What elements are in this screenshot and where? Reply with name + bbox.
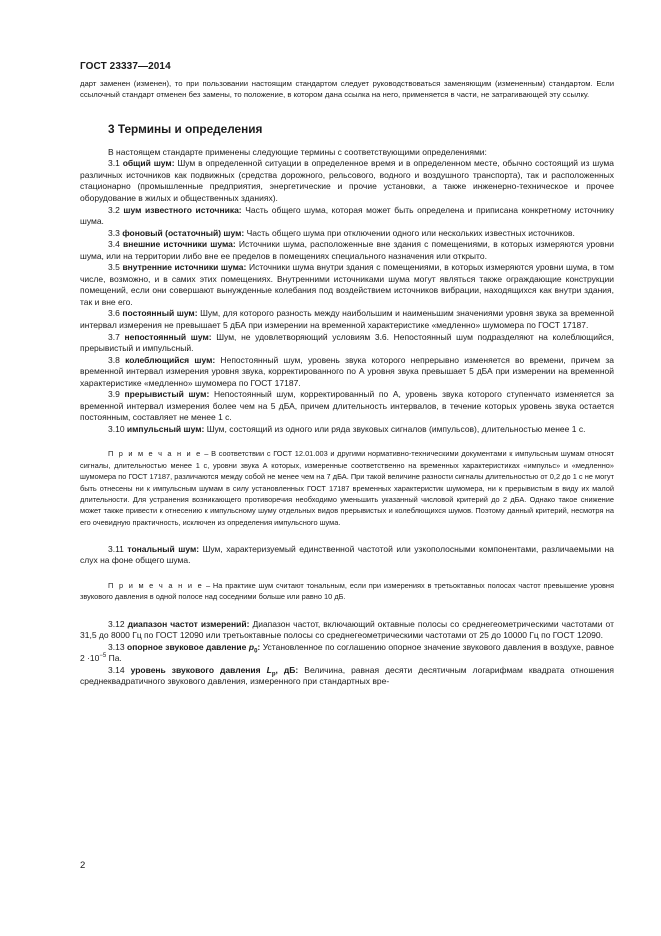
term-name: внутренние источники шума: [122, 262, 247, 273]
term-definition: Шум в определенной ситуации в определенное время и в определенном месте, обычно состоящий из шума различных источников как подвижных (средства дорожного, рельсового, водного и воздушного транспорта), так и расположенных стационарно (промышленные предприятия, энергетические и прочие установки, а также инженерно-техническое и прочее оборудование в жилых и общественных зданиях). [80, 158, 614, 203]
term-3-8 [80, 355, 614, 390]
term-3-3 [80, 228, 614, 240]
term-number: 3.13 [108, 641, 125, 652]
term-number: 3.4 [108, 239, 120, 250]
term-definition: Шум, состоящий из одного или ряда звуковых сигналов (импульсов), длительностью менее 1 с. [206, 423, 586, 434]
term-3-10 [80, 424, 614, 436]
term-definition: Установленное по соглашению опорное значение звукового давления в воздухе, равное 2 ·10 [80, 641, 614, 664]
term-definition: Шум, не удовлетворяющий условиям 3.6. Непостоянный шум подразделяют на колеблющийся, прерывистый и импульсный. [80, 331, 615, 354]
term-definition: Часть общего шума при отключении одного или нескольких известных источников. [246, 227, 575, 238]
term-3-12 [80, 619, 614, 642]
term-name: фоновый (остаточный) шум: [122, 227, 245, 238]
term-name: внешние источники шума: [122, 239, 236, 250]
term-3-2 [80, 205, 614, 228]
term-name: уровень звукового давления $L_p$, дБ: [130, 664, 299, 678]
term-name: шум известного источника: [123, 204, 242, 215]
term-number: 3.3 [108, 227, 120, 238]
note-impulse-noise [80, 448, 614, 527]
section-title: 3 Термины и определения [108, 121, 263, 136]
term-number: 3.9 [108, 389, 120, 400]
term-name: постоянный шум: [122, 308, 198, 319]
term-number: 3.10 [108, 423, 125, 434]
symbol-subscript: 0 [254, 648, 258, 655]
note-text: – В соответствии с ГОСТ 12.01.003 и другими нормативно-техническими документами к импульсным шумам относят сигналы, длительностью менее 1 с, уровни звука А которых, измеренные соответственно на временных характеристиках «импульс» и «медленно» шумомера по ГОСТ 17187, различаются между собой не менее чем на 7 дБА. При такой величине разности сигналы длительностью от 0,2 до 1 с не могут быть отнесены ни к импульсным шумам в силу установленных ГОСТ 17187 временных характеристик шумомера, ни к прерывистым в виду их малой длительности. Для устранения возникающего противоречия необходимо уменьшить указанный числовой критерий до 2 дБА. Однако такое снижение может также привести к отнесению к импульсному шуму отдельных видов прерывистых и колеблющихся шумов. Поэтому данный критерий, несмотря на его очевидную практичность, исключен из определения импульсного шума. [80, 449, 614, 527]
term-3-5 [80, 262, 614, 308]
page-content [80, 78, 614, 688]
term-definition: Часть общего шума, которая может быть определена и приписана конкретному источнику шума. [80, 204, 614, 227]
term-3-11 [80, 544, 614, 567]
term-definition: Величина, равная десяти десятичным логарифмам квадрата отношения среднеквадратичного звукового давления, измеренного при стандартных вре- [80, 664, 614, 687]
term-number: 3.6 [108, 308, 120, 319]
term-name: диапазон частот измерений: [127, 618, 250, 629]
term-number: 3.14 [108, 664, 125, 675]
term-3-7 [80, 332, 614, 355]
term-3-6 [80, 308, 614, 331]
term-number: 3.7 [108, 331, 120, 342]
note-label: П р и м е ч а н и е [108, 580, 204, 590]
term-name: общий шум: [122, 158, 175, 169]
page-number: 2 [80, 860, 86, 871]
term-name: непостоянный шум: [124, 331, 212, 342]
term-number: 3.1 [108, 158, 120, 169]
symbol-L: L [266, 664, 272, 675]
term-3-14 [80, 665, 614, 688]
symbol-p: p [248, 641, 255, 652]
note-text: – На практике шум считают тональным, если при измерениях в третьоктавных полосах частот превышение уровня звукового давления в одной полосе над соседними больше или равно 10 дБ. [80, 580, 614, 602]
term-number: 3.8 [108, 354, 120, 365]
symbol-subscript: p [271, 671, 276, 678]
term-name: тональный шум: [127, 543, 200, 554]
intro-paragraph: дарт заменен (изменен), то при пользовании настоящим стандартом следует руководствоваться заменяющим (измененным) стандартом. Если ссылочный стандарт отменен без замены, то положение, в котором дана ссылка на него, применяется в части, не затрагивающей эту ссылку. [80, 79, 614, 100]
term-name: прерывистый шум: [124, 389, 210, 400]
note-tonal-noise [80, 580, 614, 603]
term-number: 3.11 [108, 543, 124, 554]
unit: Па. [108, 653, 122, 664]
term-definition: Непостоянный шум, корректированный по А, уровень звука которого ступенчато изменяется за временной интервал измерения более чем на 5 дБА, причем длительность интервалов, в течение которых уровень звука остается постоянным, составляет не менее 1 с. [80, 389, 614, 423]
term-name: колеблющийся шум: [125, 354, 216, 365]
term-number: 3.2 [108, 204, 120, 215]
note-label: П р и м е ч а н и е [108, 449, 202, 459]
term-3-4 [80, 239, 614, 262]
term-3-9 [80, 389, 614, 424]
section-lead: В настоящем стандарте применены следующие термины с соответствующими определениями: [108, 146, 487, 157]
term-name: опорное звуковое давление $p_0$: [127, 641, 261, 655]
term-definition: Источники шума внутри здания с помещениями, в которых измеряются уровни шума, в том числе, возможно, и в самих этих помещениях. Внутренними источниками шума могут являться также ограждающие конструкции помещений, если они совершают вынужденные колебания под воздействием источников вибрации, находящихся как внутри здания, так и вне его. [80, 262, 614, 307]
term-definition: Шум, для которого разность между наибольшим и наименьшим значениями уровня звука за временной интервал измерения не превышает 5 дБА при измерении на временной характеристике «медленно» шумомера по ГОСТ 17187. [80, 308, 614, 331]
term-3-13 [80, 642, 614, 665]
document-id-header: ГОСТ 23337—2014 [80, 61, 171, 72]
term-definition: Источники шума, расположенные вне здания с помещениями, в которых измеряются уровни шума, или на территории либо вне ее пределов в помещениях специального назначения или открыто. [80, 239, 614, 261]
term-definition: Диапазон частот, включающий октавные полосы со среднегеометрическими частотами от 31,5 до 8000 Гц по ГОСТ 12090 или третьоктавные полосы со среднегеометрическими частотами от 25 до 10000 Гц по ГОСТ 12090. [80, 618, 614, 641]
exponent: −5 [99, 653, 107, 660]
term-name: импульсный шум: [126, 423, 205, 434]
term-3-1 [80, 158, 614, 204]
term-number: 3.5 [108, 262, 120, 273]
term-definition: Шум, характеризуемый единственной частотой или узкополосными компонентами, различаемыми на слух на фоне общего шума. [80, 543, 615, 566]
term-definition: Непостоянный шум, уровень звука которого непрерывно изменяется во времени, причем за временной интервал измерения уровня звука, корректированного по А уровня звука превышает 5 дБА при измерении на временной характеристике «медленно» шумомера по ГОСТ 17187. [80, 354, 614, 388]
term-number: 3.12 [108, 618, 125, 629]
